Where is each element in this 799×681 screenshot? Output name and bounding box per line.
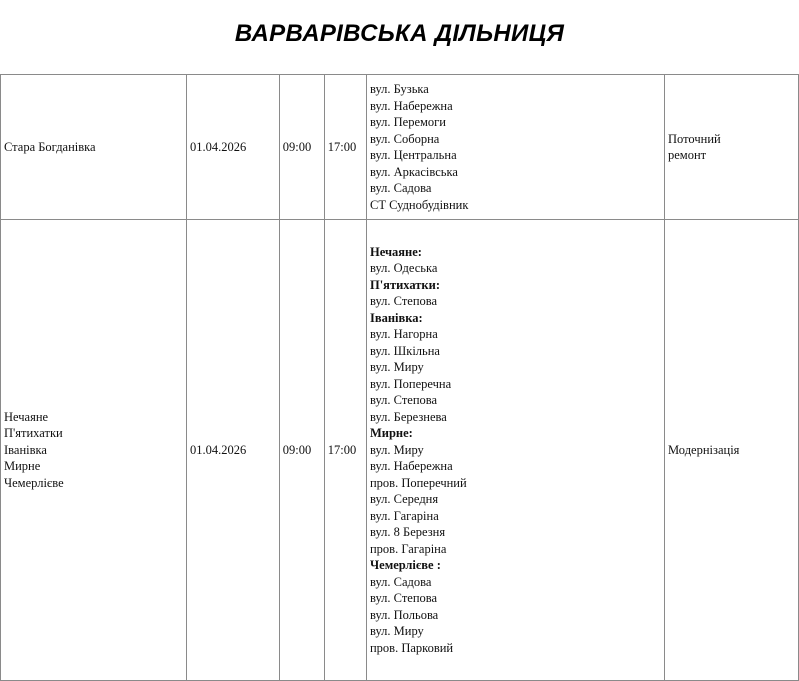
street-line: вул. Соборна (369, 131, 440, 146)
settlement-line: Чемерлієве (4, 475, 64, 490)
street-line: вул. Центральна (369, 148, 457, 162)
street-line: вул. Одеська (369, 261, 438, 276)
street-line: вул. Середня (369, 492, 439, 507)
settlement-cell: Стара Богданівка (1, 75, 187, 220)
village-heading: Нечаяне: (369, 244, 422, 259)
street-line: вул. Степова (369, 294, 438, 309)
street-line: вул. Садова (369, 574, 432, 589)
streets-cell (366, 75, 664, 220)
start-time-cell: 09:00 (279, 220, 324, 681)
street-line: вул. Гагаріна (369, 508, 439, 523)
table-row (1, 75, 799, 220)
reason-cell (665, 75, 799, 220)
end-time-cell: 17:00 (324, 220, 366, 681)
street-line: вул. Степова (369, 393, 438, 408)
street-line: вул. Миру (369, 442, 424, 457)
street-line: вул. 8 Березня (369, 525, 446, 540)
settlements-cell (1, 220, 187, 681)
street-line: пров. Гагаріна (369, 541, 447, 556)
street-line: вул. Садова (369, 181, 432, 195)
table-row (1, 220, 799, 681)
reason-line: ремонт (668, 148, 707, 162)
street-line: пров. Поперечний (369, 475, 467, 490)
village-heading: Мирне: (369, 426, 413, 441)
outage-schedule-table (0, 74, 799, 681)
end-time-cell: 17:00 (324, 75, 366, 220)
start-time-cell: 09:00 (279, 75, 324, 220)
street-line: вул. Миру (369, 624, 424, 639)
village-heading: П'ятихатки: (369, 277, 441, 292)
settlement-line: Мирне (4, 459, 41, 474)
streets-cell (366, 220, 664, 681)
street-line: вул. Набережна (369, 98, 453, 113)
street-line: вул. Степова (369, 591, 438, 606)
date-cell: 01.04.2026 (187, 220, 280, 681)
street-line: вул. Бузька (369, 82, 429, 96)
reason-line: Поточний (668, 131, 721, 146)
village-heading: Іванівка: (369, 310, 423, 325)
street-line: вул. Набережна (369, 459, 453, 474)
street-line: вул. Нагорна (369, 327, 438, 342)
street-line: вул. Березнева (369, 409, 447, 424)
village-heading: Чемерлієве : (369, 558, 441, 573)
date-cell: 01.04.2026 (187, 75, 280, 220)
reason-cell: Модернізація (665, 220, 799, 681)
street-line: вул. Миру (369, 360, 424, 375)
street-line: вул. Аркасівська (369, 164, 458, 179)
street-line: вул. Польова (369, 607, 439, 622)
street-line: пров. Парковий (369, 640, 454, 655)
street-line: вул. Поперечна (369, 376, 452, 391)
settlement-line: Іванівка (4, 442, 47, 457)
page-title: ВАРВАРІВСЬКА ДІЛЬНИЦЯ (234, 20, 565, 47)
settlement-line: П'ятихатки (4, 426, 63, 441)
street-line: вул. Перемоги (369, 115, 446, 129)
settlement-line: Нечаяне (4, 409, 49, 424)
street-line: вул. Шкільна (369, 343, 440, 358)
street-line: СТ Суднобудівник (369, 197, 469, 212)
